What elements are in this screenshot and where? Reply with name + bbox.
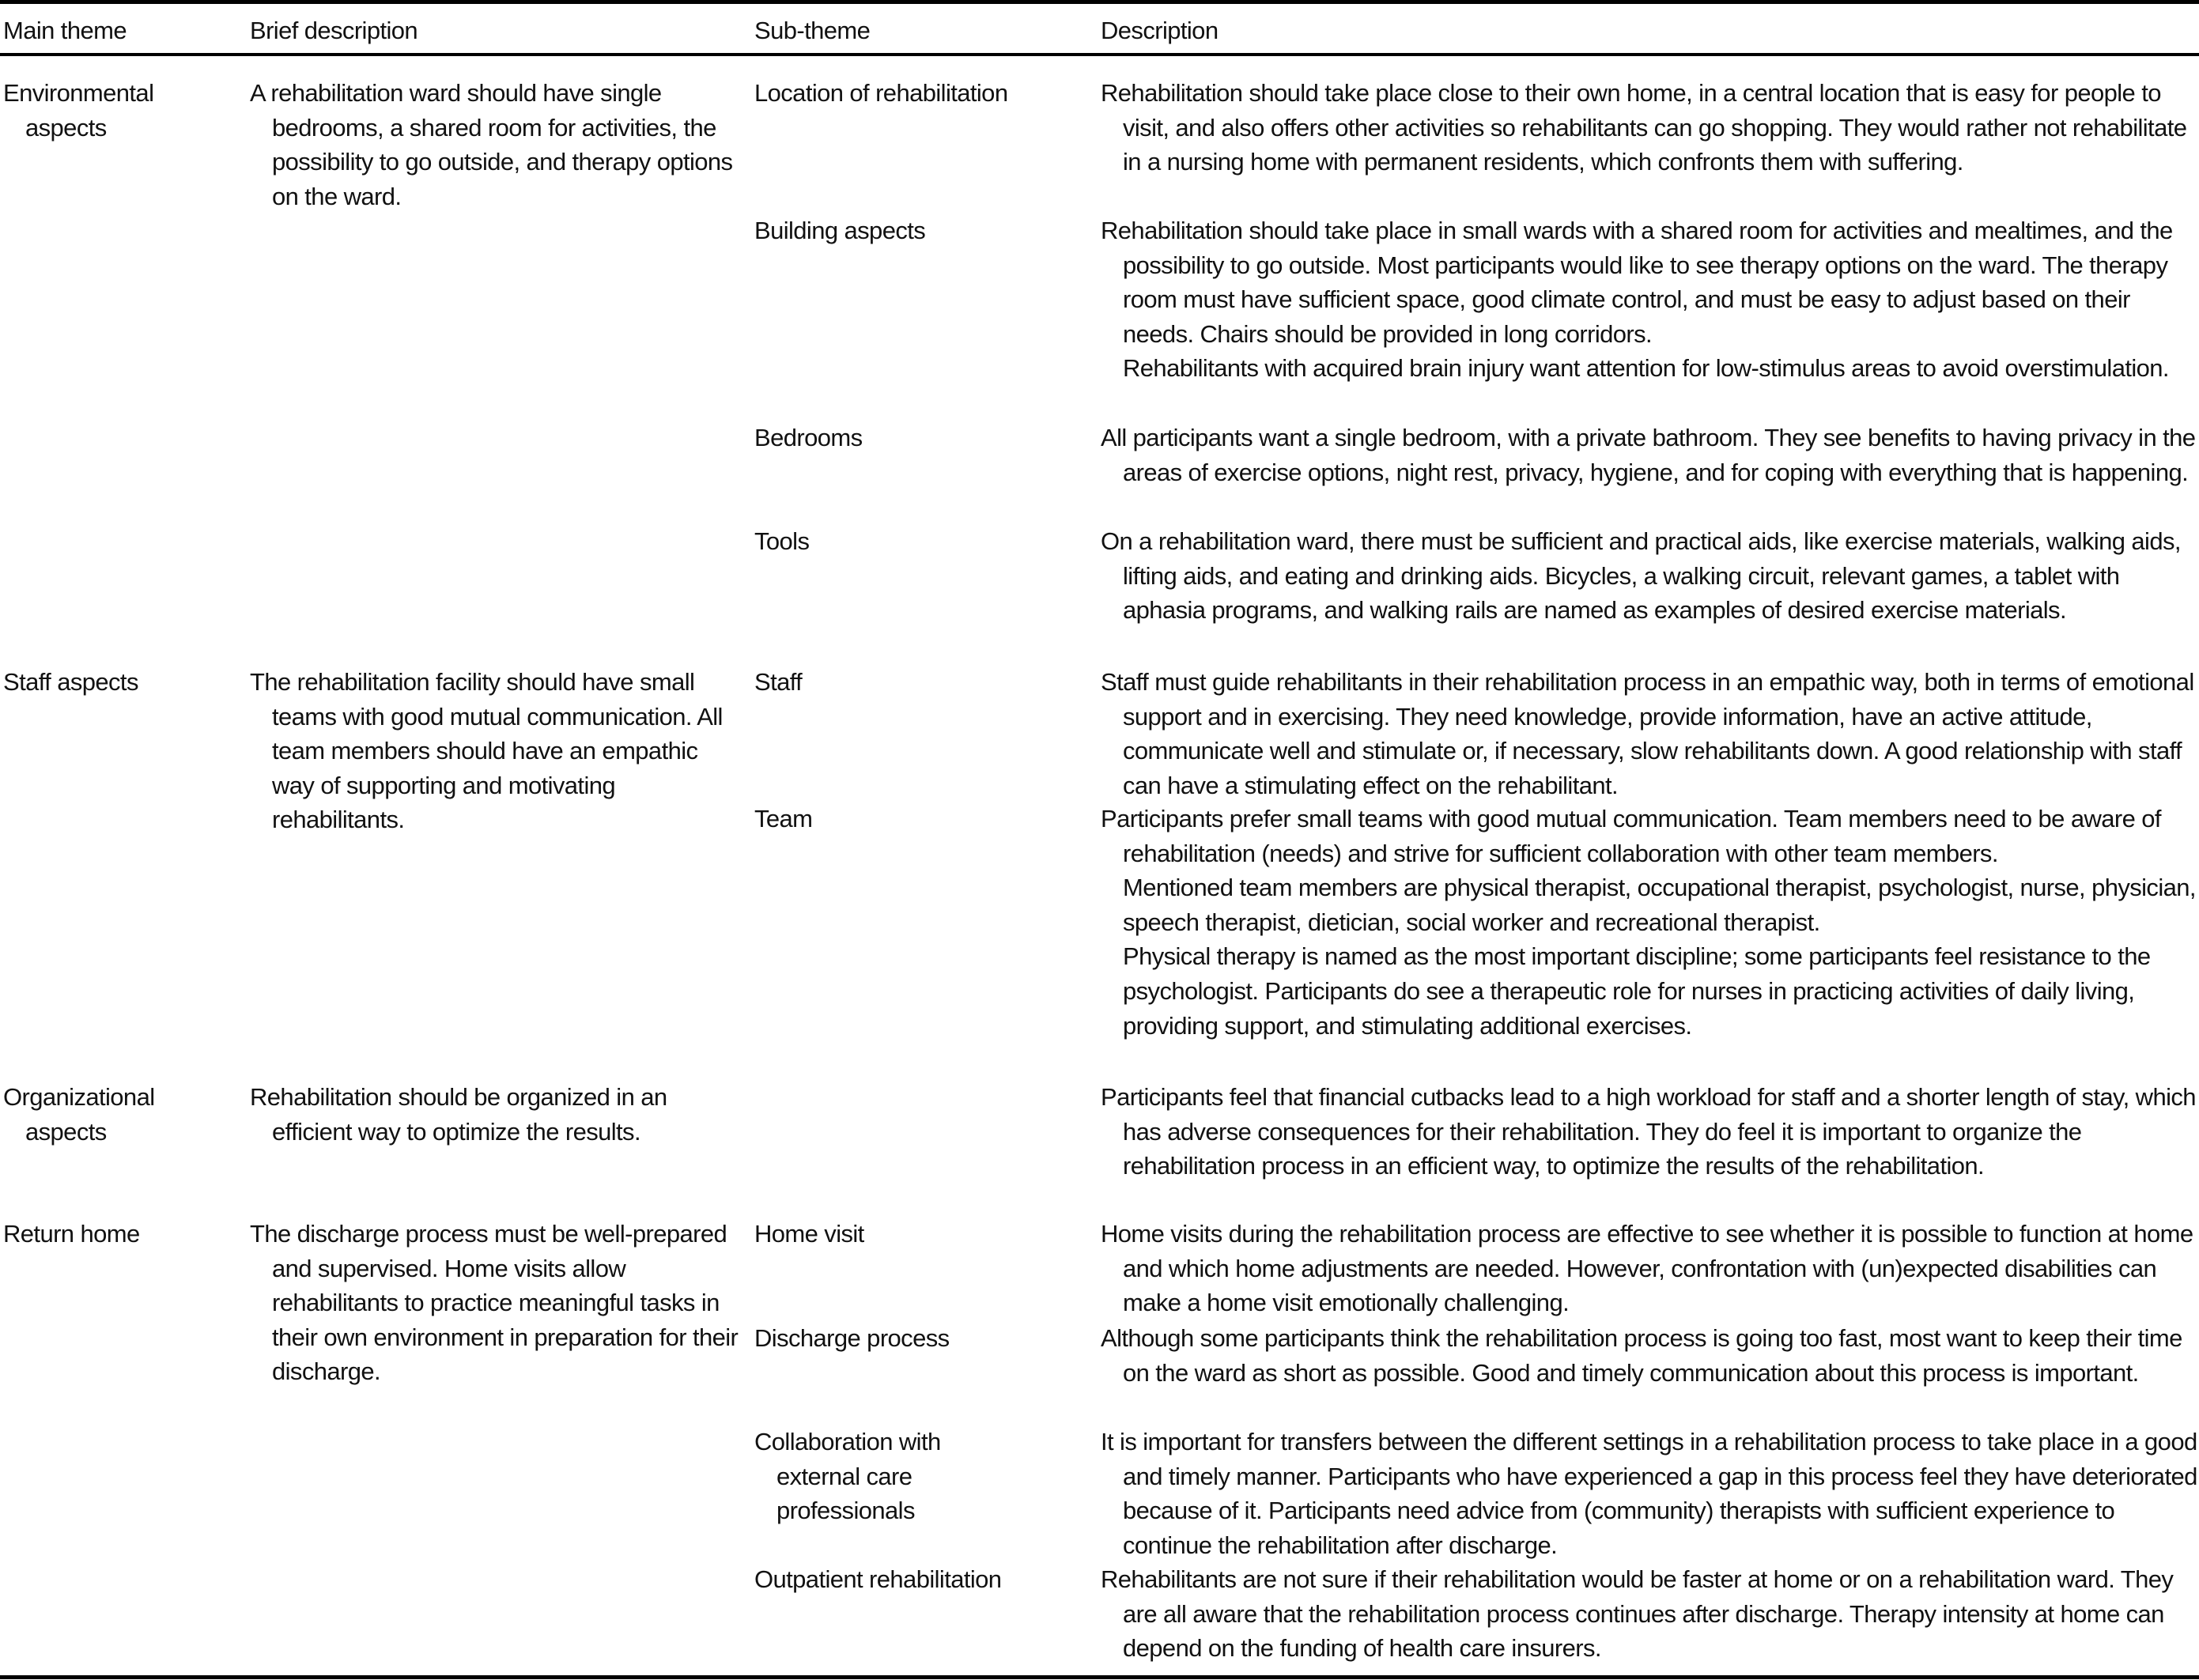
description-paragraph: Staff must guide rehabilitants in their rehabilitation process in an empathic way, both in terms of emotional support and in exercising. They need knowledge, provide information, have an active attitude, communicate well and stimulate or, if necessary, slow rehabilitants down. A good relationship with staff can have a stimulating effect on the rehabilitant.: [1101, 668, 2194, 799]
description-paragraph: On a rehabilitation ward, there must be sufficient and practical aids, like exercise materials, walking aids, lifting aids, and eating and drinking aids. Bicycles, a walking circuit, relevant games, a tablet with aphasia programs, and walking rails are named as examples of desired exercise materials.: [1101, 527, 2181, 625]
sub-theme-cell: Discharge process: [754, 1324, 950, 1352]
sub-theme-cell: Collaboration with external care professionals: [754, 1428, 941, 1525]
description-cell: [1101, 524, 2199, 628]
sub-theme-cell: Bedrooms: [754, 424, 863, 451]
sub-theme-cell: Home visit: [754, 1220, 864, 1248]
description-cell: [1101, 802, 2199, 1043]
description-cell: [1101, 1321, 2199, 1390]
table-top-rule: [0, 0, 2199, 4]
description-cell: [1101, 421, 2199, 489]
main-theme-cell: Return home: [3, 1220, 140, 1248]
table-bottom-rule: [0, 1675, 2199, 1679]
description-paragraph: Physical therapy is named as the most important discipline; some participants feel resistance to the psychologist. Participants do see a therapeutic role for nurses in practicing activities of daily living, providing support, and stimulating additional exercises.: [1123, 942, 2151, 1040]
description-cell: [1101, 1562, 2199, 1666]
brief-description-cell: The discharge process must be well-prepared and supervised. Home visits allow rehabilitants to practice meaningful tasks in their own environment in preparation for their discharge.: [250, 1220, 739, 1386]
header-description: Description: [1101, 17, 1219, 44]
description-paragraph: All participants want a single bedroom, with a private bathroom. They see benefits to having privacy in the areas of exercise options, night rest, privacy, hygiene, and for coping with everything that is happening.: [1101, 424, 2196, 486]
description-cell: [1101, 665, 2199, 802]
description-paragraph: Participants feel that financial cutbacks lead to a high workload for staff and a shorter length of stay, which has adverse consequences for their rehabilitation. They do feel it is important to organize the rehabilitation process in an efficient way, to optimize the results of the rehabilitation.: [1101, 1083, 2196, 1180]
brief-description-cell: A rehabilitation ward should have single bedrooms, a shared room for activities, the possibility to go outside, and therapy options on the ward.: [250, 79, 733, 210]
sub-theme-cell: Outpatient rehabilitation: [754, 1565, 1002, 1593]
sub-theme-cell: Building aspects: [754, 217, 926, 244]
header-sub-theme: Sub-theme: [754, 17, 871, 44]
sub-theme-cell: Staff: [754, 668, 803, 696]
description-paragraph: Home visits during the rehabilitation process are effective to see whether it is possible to function at home and which home adjustments are needed. However, confrontation with (un)expected disabilities can make a home visit emotionally challenging.: [1101, 1220, 2193, 1317]
brief-description-cell: Rehabilitation should be organized in an efficient way to optimize the results.: [250, 1083, 667, 1146]
description-paragraph: Although some participants think the rehabilitation process is going too fast, most want to keep their time on the ward as short as possible. Good and timely communication about this process is important.: [1101, 1324, 2182, 1387]
description-cell: [1101, 76, 2199, 179]
header-brief-description: Brief description: [250, 17, 418, 44]
sub-theme-cell: Tools: [754, 527, 810, 555]
description-paragraph: Participants prefer small teams with good mutual communication. Team members need to be aware of rehabilitation (needs) and strive for sufficient collaboration with other team members.: [1101, 805, 2161, 867]
description-cell: [1101, 213, 2199, 386]
description-cell: [1101, 1425, 2199, 1562]
description-paragraph: Rehabilitants are not sure if their rehabilitation would be faster at home or on a rehabilitation ward. They are all aware that the rehabilitation process continues after discharge. Therapy intensity at home can depend on the funding of health care insurers.: [1101, 1565, 2174, 1663]
header-main-theme: Main theme: [3, 17, 127, 44]
main-theme-cell: Organizational aspects: [3, 1083, 155, 1146]
description-paragraph: Mentioned team members are physical therapist, occupational therapist, psychologist, nurse, physician, speech therapist, dietician, social worker and recreational therapist.: [1123, 874, 2196, 936]
sub-theme-cell: Team: [754, 805, 813, 832]
brief-description-cell: The rehabilitation facility should have small teams with good mutual communication. All team members should have an empathic way of supporting and motivating rehabilitants.: [250, 668, 723, 834]
main-theme-cell: Staff aspects: [3, 668, 138, 696]
description-cell: [1101, 1080, 2199, 1184]
description-cell: [1101, 1217, 2199, 1320]
description-paragraph: Rehabilitation should take place close to their own home, in a central location that is easy for people to visit, and also offers other activities so rehabilitants can go shopping. They would rather not rehabilitate in a nursing home with permanent residents, which confronts them with suffering.: [1101, 79, 2187, 176]
description-paragraph: Rehabilitants with acquired brain injury want attention for low-stimulus areas to avoid overstimulation.: [1123, 354, 2169, 383]
description-paragraph: Rehabilitation should take place in small wards with a shared room for activities and mealtimes, and the possibility to go outside. Most participants would like to see therapy options on the ward. The therapy room must have sufficient space, good climate control, and must be easy to adjust based on their needs. Chairs should be provided in long corridors.: [1101, 217, 2173, 348]
description-paragraph: It is important for transfers between the different settings in a rehabilitation process to take place in a good and timely manner. Participants who have experienced a gap in this process feel they have deteriorated because of it. Participants need advice from (community) therapists with sufficient experience to continue the rehabilitation after discharge.: [1101, 1428, 2197, 1559]
table-header-rule: [0, 53, 2199, 56]
sub-theme-cell: Location of rehabilitation: [754, 79, 1008, 107]
main-theme-cell: Environmental aspects: [3, 79, 154, 142]
